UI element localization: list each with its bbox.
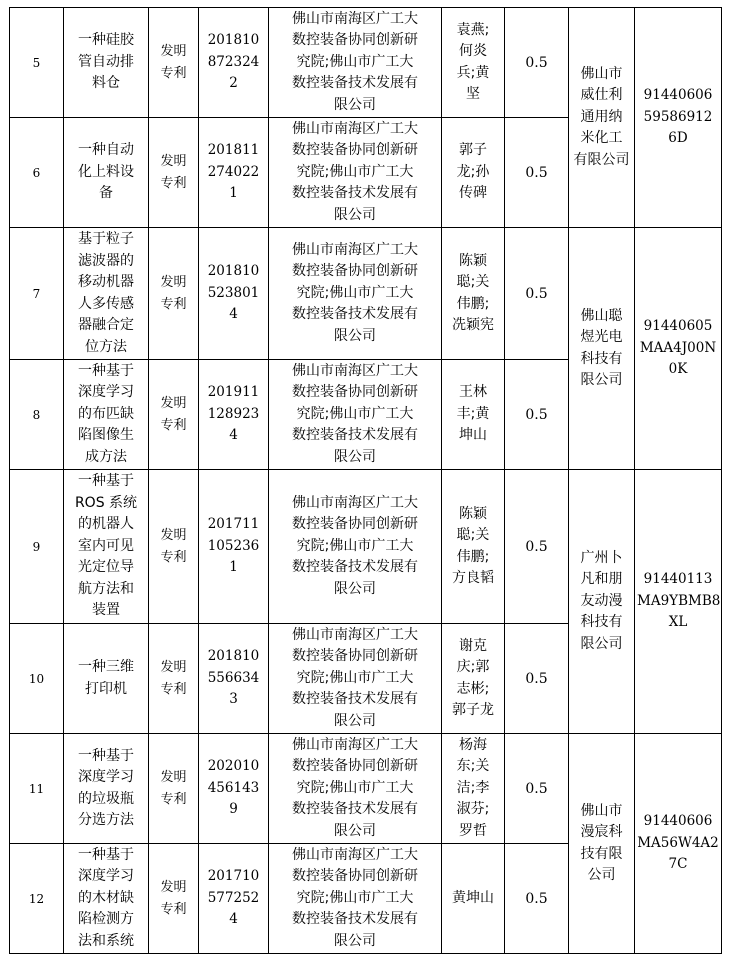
row-seq: 10 (10, 624, 64, 734)
patent-type: 发明 专利 (149, 8, 199, 118)
transferee-company: 佛山市 漫宸科 技有限 公司 (569, 734, 635, 954)
table-row (10, 228, 722, 360)
patent-applicant: 佛山市南海区广工大 数控装备协同创新研 究院;佛山市广工大 数控装备技术发展有 限公司 (269, 360, 442, 470)
patent-inventors: 袁燕; 何炎 兵;黄 坚 (442, 8, 505, 118)
patent-name: 一种硅胶 管自动排 料仓 (64, 8, 149, 118)
patent-inventors: 陈颖 聪;关 伟鹏; 方良韬 (442, 470, 505, 624)
share-ratio: 0.5 (505, 228, 569, 360)
patent-name: 一种三维 打印机 (64, 624, 149, 734)
patent-type: 发明 专利 (149, 228, 199, 360)
patent-number: 201710 577252 4 (199, 844, 269, 954)
patent-inventors: 杨海 东;关 洁;李 淑芬; 罗哲 (442, 734, 505, 844)
row-seq: 11 (10, 734, 64, 844)
patent-applicant: 佛山市南海区广工大 数控装备协同创新研 究院;佛山市广工大 数控装备技术发展有 限公司 (269, 470, 442, 624)
patent-type: 发明 专利 (149, 734, 199, 844)
patent-applicant: 佛山市南海区广工大 数控装备协同创新研 究院;佛山市广工大 数控装备技术发展有 限公司 (269, 228, 442, 360)
row-seq: 9 (10, 470, 64, 624)
row-seq: 5 (10, 8, 64, 118)
row-seq: 6 (10, 118, 64, 228)
patent-applicant: 佛山市南海区广工大 数控装备协同创新研 究院;佛山市广工大 数控装备技术发展有 限公司 (269, 844, 442, 954)
patent-applicant: 佛山市南海区广工大 数控装备协同创新研 究院;佛山市广工大 数控装备技术发展有 限公司 (269, 734, 442, 844)
patent-type: 发明 专利 (149, 118, 199, 228)
patent-name: 一种自动 化上料设 备 (64, 118, 149, 228)
patent-type: 发明 专利 (149, 360, 199, 470)
patent-inventors: 王林 丰;黄 坤山 (442, 360, 505, 470)
transferee-company: 佛山市 威仕利 通用纳 米化工 有限公司 (569, 8, 635, 228)
patent-name: 一种基于 ROS 系统 的机器人 室内可见 光定位导 航方法和 装置 (64, 470, 149, 624)
patent-number: 201810 523801 4 (199, 228, 269, 360)
patent-inventors: 陈颖 聪;关 伟鹏; 冼颖宪 (442, 228, 505, 360)
share-ratio: 0.5 (505, 624, 569, 734)
row-seq: 8 (10, 360, 64, 470)
patent-applicant: 佛山市南海区广工大 数控装备协同创新研 究院;佛山市广工大 数控装备技术发展有 限公司 (269, 118, 442, 228)
share-ratio: 0.5 (505, 844, 569, 954)
share-ratio: 0.5 (505, 470, 569, 624)
patent-number: 201811 274022 1 (199, 118, 269, 228)
row-seq: 7 (10, 228, 64, 360)
credit-code: 91440605 MAA4J00N 0K (635, 228, 722, 470)
patent-inventors: 谢克 庆;郭 志彬; 郭子龙 (442, 624, 505, 734)
share-ratio: 0.5 (505, 118, 569, 228)
patent-number: 202010 456143 9 (199, 734, 269, 844)
patent-inventors: 郭子 龙;孙 传碑 (442, 118, 505, 228)
row-seq: 12 (10, 844, 64, 954)
patent-type: 发明 专利 (149, 844, 199, 954)
patent-applicant: 佛山市南海区广工大 数控装备协同创新研 究院;佛山市广工大 数控装备技术发展有 限公司 (269, 624, 442, 734)
table-row (10, 734, 722, 844)
patent-number: 201810 556634 3 (199, 624, 269, 734)
credit-code: 91440113 MA9YBMB8 XL (635, 470, 722, 734)
patent-inventors: 黄坤山 (442, 844, 505, 954)
share-ratio: 0.5 (505, 734, 569, 844)
patent-type: 发明 专利 (149, 624, 199, 734)
transferee-company: 广州卜 凡和朋 友动漫 科技有 限公司 (569, 470, 635, 734)
patent-number: 201911 128923 4 (199, 360, 269, 470)
share-ratio: 0.5 (505, 360, 569, 470)
table-row (10, 470, 722, 624)
patent-name: 一种基于 深度学习 的布匹缺 陷图像生 成方法 (64, 360, 149, 470)
transferee-company: 佛山聪 煜光电 科技有 限公司 (569, 228, 635, 470)
patent-number: 201711 105236 1 (199, 470, 269, 624)
patent-number: 201810 872324 2 (199, 8, 269, 118)
patent-name: 一种基于 深度学习 的垃圾瓶 分选方法 (64, 734, 149, 844)
credit-code: 91440606 59586912 6D (635, 8, 722, 228)
patent-type: 发明 专利 (149, 470, 199, 624)
patent-transfer-table (9, 7, 722, 954)
credit-code: 91440606 MA56W4A2 7C (635, 734, 722, 954)
table-row (10, 8, 722, 118)
share-ratio: 0.5 (505, 8, 569, 118)
patent-name: 基于粒子 滤波器的 移动机器 人多传感 器融合定 位方法 (64, 228, 149, 360)
patent-applicant: 佛山市南海区广工大 数控装备协同创新研 究院;佛山市广工大 数控装备技术发展有 限公司 (269, 8, 442, 118)
patent-name: 一种基于 深度学习 的木材缺 陷检测方 法和系统 (64, 844, 149, 954)
